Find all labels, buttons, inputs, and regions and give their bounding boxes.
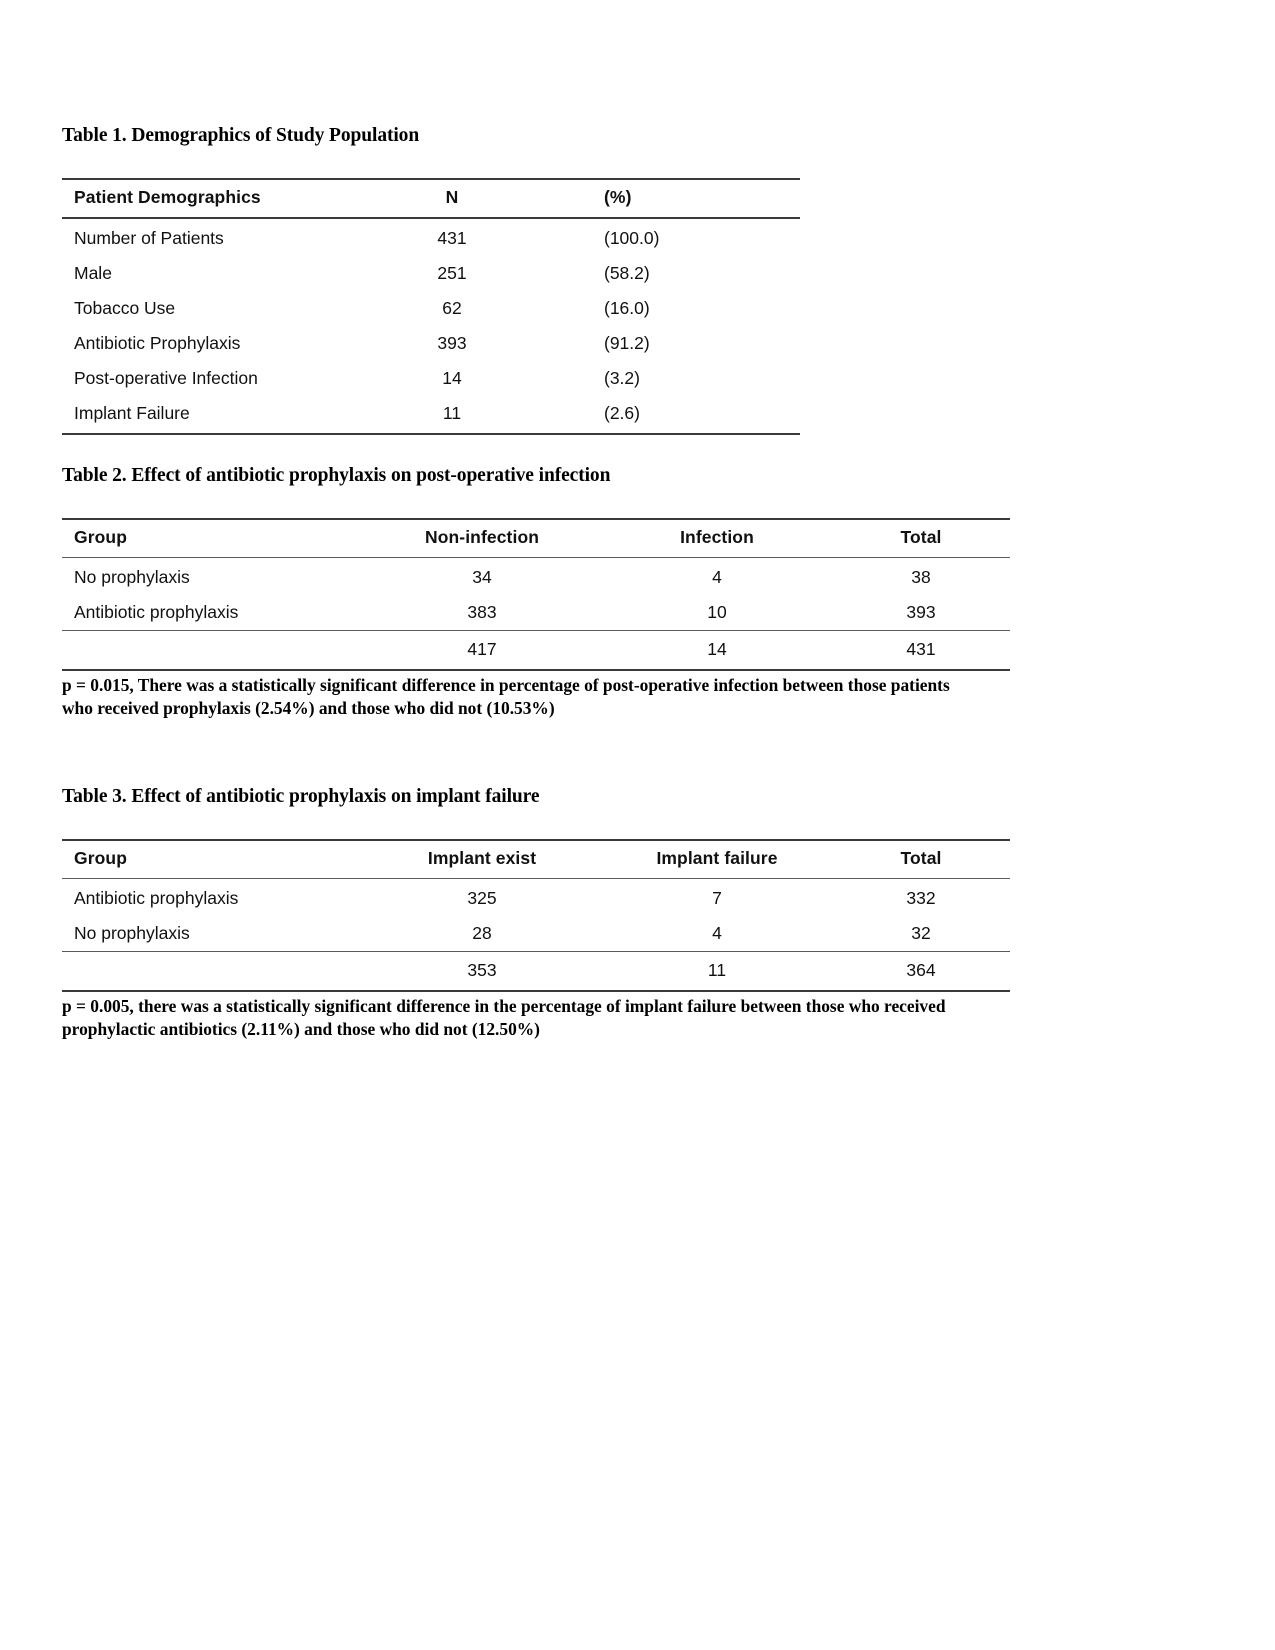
cell-n: 62 <box>442 298 462 318</box>
table-2-head <box>62 519 1010 558</box>
table-row <box>62 326 800 361</box>
cell-group: Antibiotic prophylaxis <box>74 888 239 908</box>
table-row <box>62 291 800 326</box>
cell-percent: (16.0) <box>604 298 650 318</box>
cell-group: No prophylaxis <box>62 916 362 952</box>
table-row <box>62 218 800 256</box>
table-row <box>62 879 1010 917</box>
table-2-header-total: Total <box>832 519 1010 558</box>
cell-implant-failure: 7 <box>712 888 722 908</box>
table-3-foot <box>62 952 1010 992</box>
cell-total-total: 364 <box>832 952 1010 992</box>
table-row <box>62 558 1010 596</box>
table-3-header-total: Total <box>832 840 1010 879</box>
cell-n: 393 <box>437 333 467 353</box>
cell-percent: (91.2) <box>604 333 650 353</box>
table-totals-row <box>62 631 1010 671</box>
cell-label: Implant Failure <box>62 396 362 434</box>
table-2-caption: Table 2. Effect of antibiotic prophylaxis on post-operative infection <box>62 465 611 486</box>
table-3-body <box>62 879 1010 952</box>
table-2-header-row <box>62 519 1010 558</box>
table-totals-row <box>62 952 1010 992</box>
cell-total-implant-failure: 11 <box>602 952 832 992</box>
cell-total-total: 431 <box>832 631 1010 671</box>
table-row <box>62 595 1010 631</box>
cell-n: 11 <box>362 396 542 434</box>
table-3-header-row <box>62 840 1010 879</box>
table-2-header-non-infection: Non-infection <box>362 519 602 558</box>
cell-label: Post-operative Infection <box>74 368 258 388</box>
cell-total: 332 <box>906 888 936 908</box>
table-2-body <box>62 558 1010 631</box>
cell-non-infection: 34 <box>472 567 492 587</box>
cell-total: 38 <box>911 567 931 587</box>
cell-total-infection: 14 <box>602 631 832 671</box>
table-row <box>62 396 800 434</box>
table-3-section <box>62 786 1022 1040</box>
table-3-header-implant-failure: Implant failure <box>602 840 832 879</box>
table-2-note: p = 0.015, There was a statistically significant difference in percentage of post-operative infection between those patients who received prophylaxis (2.54%) and those who did not (10.53%) <box>62 675 950 718</box>
cell-group: Antibiotic prophylaxis <box>62 595 362 631</box>
cell-percent: (3.2) <box>604 368 640 388</box>
table-1-header-demographics: Patient Demographics <box>62 179 362 218</box>
cell-total: 32 <box>832 916 1010 952</box>
table-2-foot <box>62 631 1010 671</box>
table-1-body <box>62 218 800 434</box>
cell-percent: (100.0) <box>604 228 660 248</box>
table-1-section <box>62 125 1022 435</box>
cell-group <box>62 952 362 992</box>
table-row <box>62 256 800 291</box>
table-2-header-group: Group <box>62 519 362 558</box>
table-3-head <box>62 840 1010 879</box>
cell-implant-exist: 325 <box>467 888 497 908</box>
table-2-header-infection: Infection <box>602 519 832 558</box>
cell-infection: 4 <box>712 567 722 587</box>
cell-n: 431 <box>437 228 467 248</box>
cell-label: Number of Patients <box>74 228 224 248</box>
table-1-header-percent: (%) <box>542 179 800 218</box>
table-row <box>62 361 800 396</box>
cell-infection: 10 <box>602 595 832 631</box>
cell-group <box>62 631 362 671</box>
cell-total: 393 <box>832 595 1010 631</box>
cell-implant-failure: 4 <box>602 916 832 952</box>
cell-label: Antibiotic Prophylaxis <box>74 333 241 353</box>
table-1-header-n: N <box>362 179 542 218</box>
cell-group: No prophylaxis <box>74 567 190 587</box>
cell-non-infection: 383 <box>362 595 602 631</box>
table-3-caption: Table 3. Effect of antibiotic prophylaxis on implant failure <box>62 786 540 807</box>
cell-total-implant-exist: 353 <box>362 952 602 992</box>
table-1 <box>62 178 800 435</box>
cell-percent: (58.2) <box>604 263 650 283</box>
table-3-header-group: Group <box>62 840 362 879</box>
cell-n: 14 <box>442 368 462 388</box>
table-row <box>62 916 1010 952</box>
cell-label: Male <box>74 263 112 283</box>
table-2-section <box>62 465 1022 719</box>
cell-total-non-infection: 417 <box>362 631 602 671</box>
table-2 <box>62 518 1010 671</box>
table-1-caption: Table 1. Demographics of Study Population <box>62 125 420 146</box>
cell-percent: (2.6) <box>542 396 800 434</box>
cell-label: Tobacco Use <box>74 298 176 318</box>
table-1-head <box>62 179 800 218</box>
table-3-header-implant-exist: Implant exist <box>362 840 602 879</box>
cell-implant-exist: 28 <box>362 916 602 952</box>
cell-n: 251 <box>437 263 467 283</box>
table-1-header-row <box>62 179 800 218</box>
table-3 <box>62 839 1010 992</box>
table-3-note: p = 0.005, there was a statistically significant difference in the percentage of implant failure between those who received prophylactic antibiotics (2.11%) and those who did not (12.50%) <box>62 996 946 1039</box>
